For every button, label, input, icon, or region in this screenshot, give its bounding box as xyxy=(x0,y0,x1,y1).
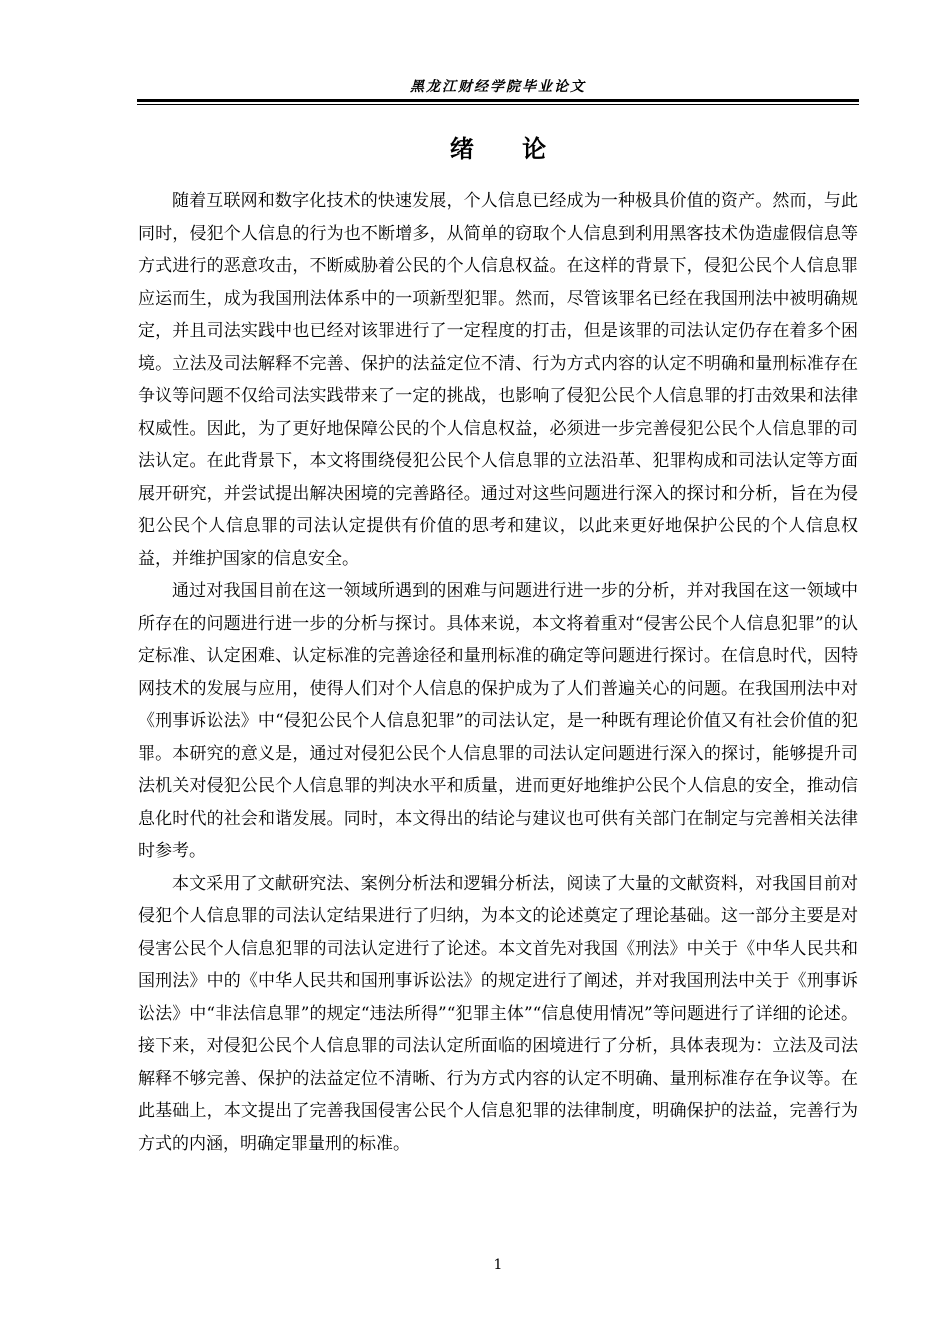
paragraph-2: 通过对我国目前在这一领域所遇到的困难与问题进行进一步的分析，并对我国在这一领域中所存在的问题进行进一步的分析与探讨。具体来说，本文将着重对“侵害公民个人信息犯罪”的认定标准、认定困难、认定标准的完善途径和量刑标准的确定等问题进行探讨。在信息时代，因特网技术的发展与应用，使得人们对个人信息的保护成为了人们普遍关心的问题。在我国刑法中对《刑事诉讼法》中“侵犯公民个人信息犯罪”的司法认定，是一种既有理论价值又有社会价值的犯罪。本研究的意义是，通过对侵犯公民个人信息罪的司法认定问题进行深入的探讨，能够提升司法机关对侵犯公民个人信息罪的判决水平和质量，进而更好地维护公民个人信息的安全，推动信息化时代的社会和谐发展。同时，本文得出的结论与建议也可供有关部门在制定与完善相关法律时参考。 xyxy=(138,581,858,861)
paragraph-3: 本文采用了文献研究法、案例分析法和逻辑分析法，阅读了大量的文献资料，对我国目前对侵犯个人信息罪的司法认定结果进行了归纳，为本文的论述奠定了理论基础。这一部分主要是对侵害公民个人信息犯罪的司法认定进行了论述。本文首先对我国《刑法》中关于《中华人民共和国刑法》中的《中华人民共和国刑事诉讼法》的规定进行了阐述，并对我国刑法中关于《刑事诉讼法》中“非法信息罪”的规定“违法所得”“犯罪主体”“信息使用情况”等问题进行了详细的论述。接下来，对侵犯公民个人信息罪的司法认定所面临的困境进行了分析，具体表现为：立法及司法解释不够完善、保护的法益定位不清晰、行为方式内容的认定不明确、量刑标准存在争议等。在此基础上，本文提出了完善我国侵害公民个人信息犯罪的法律制度，明确保护的法益，完善行为方式的内涵，明确定罪量刑的标准。 xyxy=(138,873,858,1154)
header-rule-thin xyxy=(137,104,859,105)
running-header: 黑龙江财经学院毕业论文 xyxy=(410,79,586,95)
header-rule-thick xyxy=(137,99,859,102)
paragraph-1: 随着互联网和数字化技术的快速发展，个人信息已经成为一种极具价值的资产。然而，与此同时，侵犯个人信息的行为也不断增多，从简单的窃取个人信息到利用黑客技术伪造虚假信息等方式进行的恶意攻击，不断威胁着公民的个人信息权益。在这样的背景下，侵犯公民个人信息罪应运而生，成为我国刑法体系中的一项新型犯罪。然而，尽管该罪名已经在我国刑法中被明确规定，并且司法实践中也已经对该罪进行了一定程度的打击，但是该罪的司法认定仍存在着多个困境。立法及司法解释不完善、保护的法益定位不清、行为方式内容的认定不明确和量刑标准存在争议等问题不仅给司法实践带来了一定的挑战，也影响了侵犯公民个人信息罪的打击效果和法律权威性。因此，为了更好地保障公民的个人信息权益，必须进一步完善侵犯公民个人信息罪的司法认定。在此背景下，本文将围绕侵犯公民个人信息罪的立法沿革、犯罪构成和司法认定等方面展开研究，并尝试提出解决困境的完善路径。通过对这些问题进行深入的探讨和分析，旨在为侵犯公民个人信息罪的司法认定提供有价值的思考和建议，以此来更好地保护公民的个人信息权益，并维护国家的信息安全。 xyxy=(138,191,858,569)
body-text xyxy=(138,185,858,1160)
section-title: 绪 论 xyxy=(449,134,547,163)
page-number: 1 xyxy=(493,1257,503,1273)
